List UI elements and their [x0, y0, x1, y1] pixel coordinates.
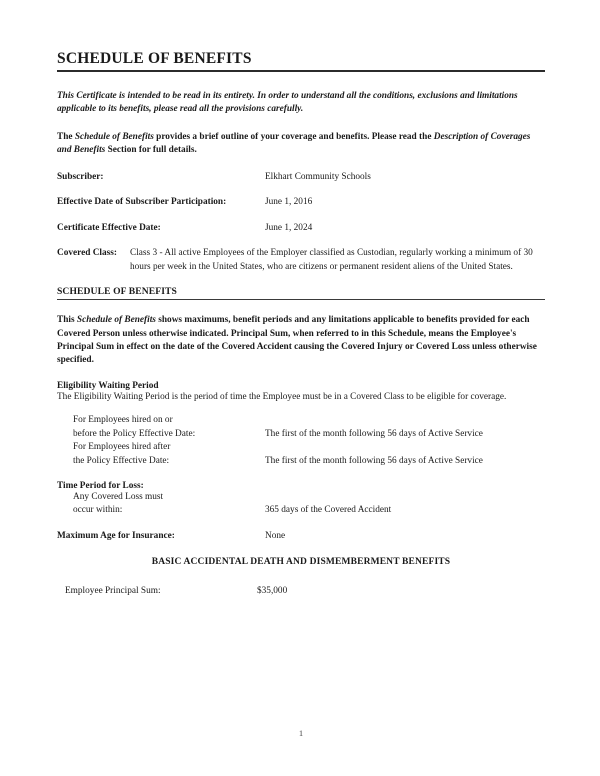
- detail-value: June 1, 2016: [265, 197, 313, 208]
- eligibility-row-hired-after: [73, 455, 545, 469]
- covered-class-label: Covered Class:: [57, 248, 117, 259]
- eligibility-row-hired-before: [73, 428, 545, 442]
- eligibility-rows: [57, 414, 545, 468]
- outline-notice-emphasis1: Schedule of Benefits: [74, 131, 154, 142]
- time-period-row: [73, 504, 545, 518]
- time-period-value: 365 days of the Covered Accident: [265, 505, 392, 516]
- schedule-paragraph-emphasis1: Schedule of Benefits: [76, 315, 156, 326]
- detail-label: Certificate Effective Date:: [57, 222, 161, 233]
- covered-class-text: Class 3 - All active Employees of the Employer classified as Custodian, regularly working a minimum of 30 hours per week in the United States, who are citizens or permanent resident aliens of the United States.: [130, 248, 533, 272]
- intro-notice: This Certificate is intended to be read in its entirety. In order to understand all the conditions, exclusions and limitations applicable to its benefits, please read all the provisions carefully.: [57, 91, 518, 115]
- detail-label: Subscriber:: [57, 172, 104, 183]
- outline-notice-emphasis2: Description of Coverages and Benefits: [57, 131, 531, 155]
- detail-value: Elkhart Community Schools: [265, 172, 371, 183]
- eligibility-row-hired-before-term-line1: [73, 414, 545, 428]
- detail-row-certificate-effective-date: [57, 222, 545, 235]
- basic-add-value: $35,000: [257, 586, 288, 597]
- eligibility-term: the Policy Effective Date:: [73, 455, 170, 466]
- basic-add-row-employee-principal-sum: [57, 585, 545, 598]
- time-period-term-line1: [73, 491, 545, 505]
- page-title: SCHEDULE OF BENEFITS: [57, 50, 252, 67]
- detail-value: June 1, 2024: [265, 222, 313, 233]
- eligibility-term: before the Policy Effective Date:: [73, 428, 196, 439]
- eligibility-value: The first of the month following 56 days of Active Service: [265, 428, 483, 439]
- eligibility-heading: Eligibility Waiting Period: [57, 381, 159, 392]
- outline-notice-part1: The: [57, 131, 75, 142]
- time-period-for-loss-rows: [57, 491, 545, 518]
- section-heading-schedule-of-benefits: SCHEDULE OF BENEFITS: [57, 286, 177, 298]
- time-period-for-loss-heading: Time Period for Loss:: [57, 480, 144, 491]
- eligibility-term: For Employees hired on or: [73, 415, 173, 426]
- outline-notice-part2: provides a brief outline of your coverage and benefits. Please read the: [153, 131, 434, 142]
- maximum-age-row: [57, 530, 545, 543]
- outline-notice-part3: Section for full details.: [105, 144, 197, 155]
- detail-row-effective-date-participation: [57, 196, 545, 209]
- document-page: [57, 0, 545, 776]
- detail-label: Effective Date of Subscriber Participation:: [57, 197, 227, 208]
- schedule-paragraph-part1: This: [57, 315, 77, 326]
- time-period-term: occur within:: [73, 505, 123, 516]
- eligibility-description: The Eligibility Waiting Period is the period of time the Employee must be in a Covered Class to be eligible for coverage.: [57, 392, 507, 403]
- page-number: 1: [298, 728, 304, 738]
- eligibility-value: The first of the month following 56 days of Active Service: [265, 455, 483, 466]
- basic-add-label: Employee Principal Sum:: [65, 586, 161, 597]
- eligibility-row-hired-after-term-line1: [73, 441, 545, 455]
- schedule-paragraph-part2: shows maximums, benefit periods and any limitations applicable to benefits provided for each Covered Person unless otherwise indicated. Principal Sum, when referred to in this Schedule, means the Employee's Principal Sum in effect on the date of the Covered Accident causing the Covered Injury or Covered Loss unless otherwise specified.: [57, 315, 537, 365]
- outline-notice: [57, 131, 545, 157]
- schedule-paragraph: [57, 314, 545, 367]
- time-period-term: Any Covered Loss must: [73, 491, 164, 502]
- maximum-age-value: None: [265, 530, 286, 541]
- basic-add-heading: BASIC ACCIDENTAL DEATH AND DISMEMBERMENT BENEFITS: [151, 557, 451, 568]
- detail-row-subscriber: [57, 171, 545, 184]
- eligibility-term: For Employees hired after: [73, 442, 171, 453]
- covered-class-block: [57, 247, 545, 274]
- maximum-age-label: Maximum Age for Insurance:: [57, 530, 175, 541]
